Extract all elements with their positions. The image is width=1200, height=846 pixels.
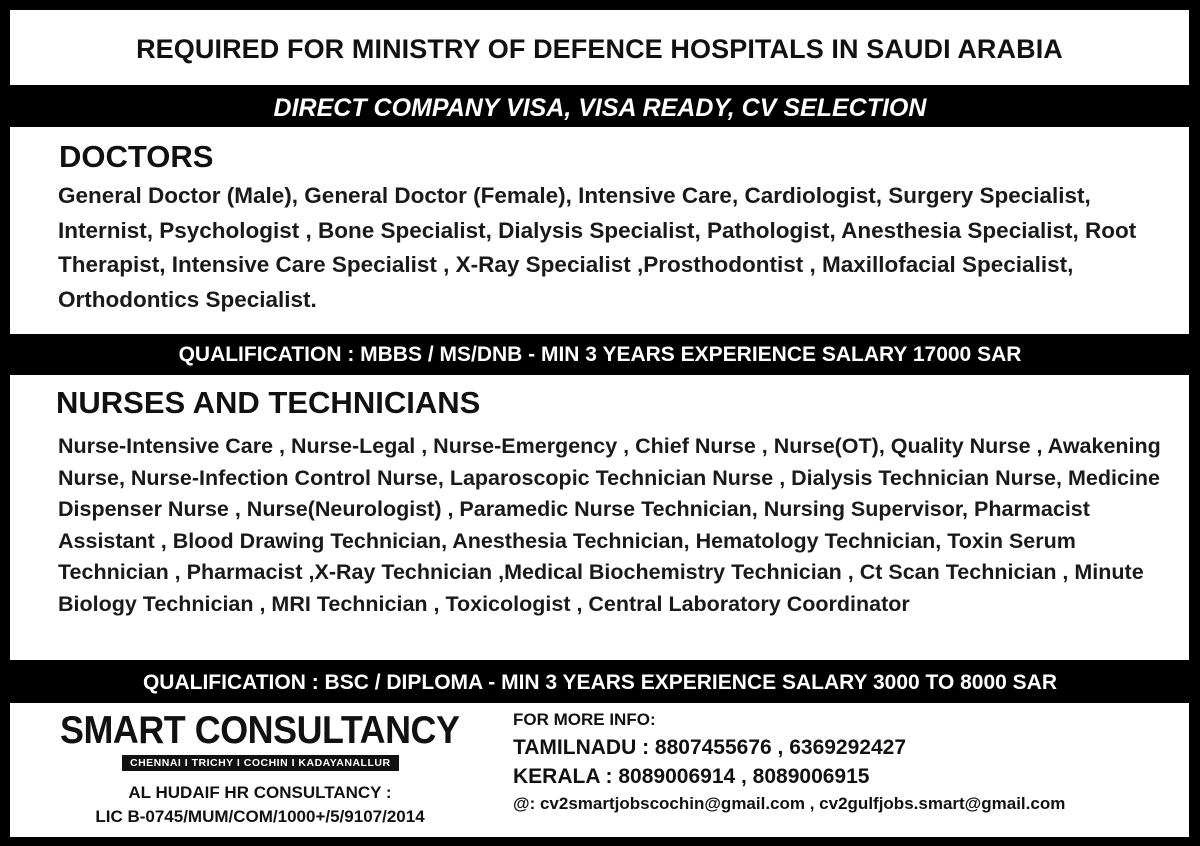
kerala-phone-line: KERALA : 8089006914 , 8089006915	[513, 765, 870, 788]
nurses-qualification-banner: QUALIFICATION : BSC / DIPLOMA - MIN 3 YEARS EXPERIENCE SALARY 3000 TO 8000 SAR	[142, 671, 1058, 694]
nurses-section	[10, 375, 1189, 660]
license-number: LIC B-0745/MUM/COM/1000+/5/9107/2014	[95, 807, 425, 826]
agency-name: AL HUDAIF HR CONSULTANCY :	[128, 783, 392, 802]
agency-license-block	[90, 781, 430, 829]
doctors-title: DOCTORS	[59, 139, 214, 174]
email-contact-line: @: cv2smartjobscochin@gmail.com , cv2gulfjobs.smart@gmail.com	[513, 794, 1066, 813]
visa-banner: DIRECT COMPANY VISA, VISA READY, CV SELECTION	[273, 94, 927, 122]
doctors-positions: General Doctor (Male), General Doctor (Female), Intensive Care, Cardiologist, Surgery Specialist, Internist, Psychologist , Bone Specialist, Dialysis Specialist, Pathologist, Anesthesia Specialist, Root Therapist, Intensive Care Specialist , X-Ray Specialist ,Prosthodontist , Maxillofacial Specialist, Orthodontics Specialist.	[58, 183, 1137, 312]
nurses-positions: Nurse-Intensive Care , Nurse-Legal , Nurse-Emergency , Chief Nurse , Nurse(OT), Quality Nurse , Awakening Nurse, Nurse-Infection Control Nurse, Laparoscopic Technician Nurse , Dialysis Technician Nurse, Medicine Dispenser Nurse , Nurse(Neurologist) , Paramedic Nurse Technician, Nursing Supervisor, Pharmacist Assistant , Blood Drawing Technician, Anesthesia Technician, Hematology Technician, Toxin Serum Technician , Pharmacist ,X-Ray Technician ,Medical Biochemistry Technician , Ct Scan Technician , Minute Biology Technician , MRI Technician , Toxicologist , Central Laboratory Coordinator	[58, 434, 1161, 616]
nurses-title: NURSES AND TECHNICIANS	[56, 385, 481, 420]
tamilnadu-phone-line: TAMILNADU : 8807455676 , 6369292427	[513, 736, 907, 759]
doctors-section	[10, 127, 1189, 334]
branch-cities-strip: CHENNAI I TRICHY I COCHIN I KADAYANALLUR	[122, 755, 399, 771]
page-headline: REQUIRED FOR MINISTRY OF DEFENCE HOSPITALS IN SAUDI ARABIA	[136, 34, 1063, 64]
company-logo-text: SMART CONSULTANCY	[60, 709, 460, 752]
footer-section	[10, 703, 1189, 837]
doctors-qualification-banner: QUALIFICATION : MBBS / MS/DNB - MIN 3 YEARS EXPERIENCE SALARY 17000 SAR	[178, 343, 1022, 366]
more-info-label: FOR MORE INFO:	[513, 710, 656, 729]
header-panel	[10, 10, 1189, 85]
